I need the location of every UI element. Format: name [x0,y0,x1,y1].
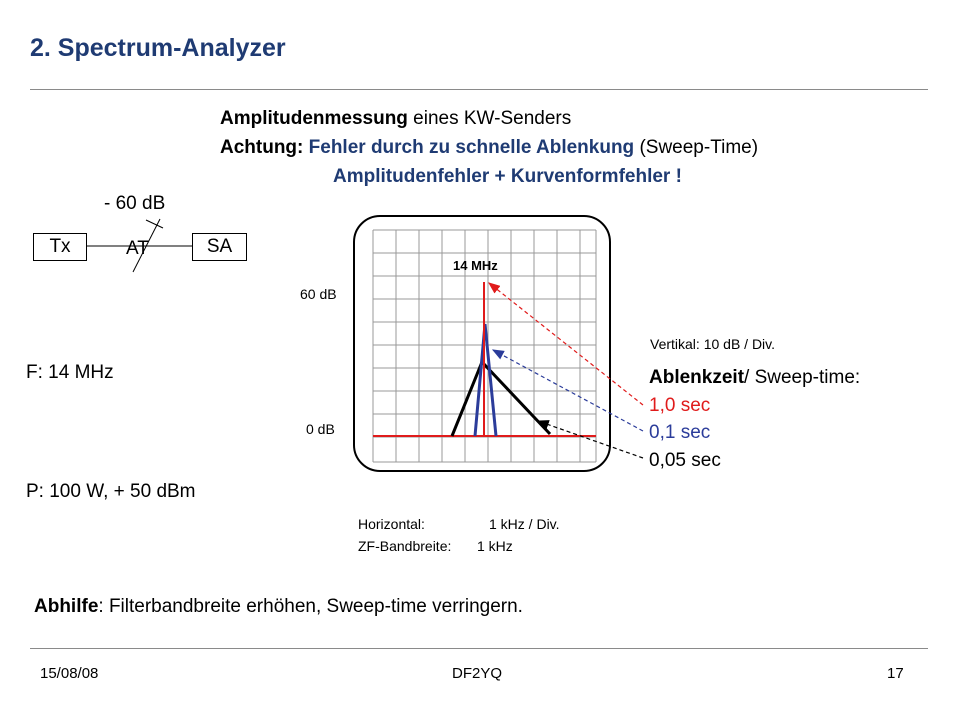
remedy-rest: : Filterbandbreite erhöhen, Sweep-time verringern. [98,596,523,617]
footer-divider [30,648,928,649]
heading-warning-error: Fehler durch zu schnelle Ablenkung [303,137,635,158]
bandwidth-label: ZF-Bandbreite: [358,538,452,554]
sweep-label [649,367,860,389]
attenuator-tick [146,220,163,228]
sweep-label-rest: / Sweep-time: [744,367,861,388]
remedy-bold: Abhilfe [34,596,99,617]
footer-author: DF2YQ [452,665,503,682]
tx-box: Tx [33,233,87,261]
heading-warning: Achtung: [220,137,304,158]
level-bottom-label: 0 dB [306,421,335,437]
sweep-value-3: 0,05 sec [649,450,721,471]
sweep-value-1: 1,0 sec [649,395,711,416]
heading-measurement-rest: eines KW-Senders [407,108,572,129]
sweep-label-bold: Ablenkzeit [649,367,745,388]
footer-date: 15/08/08 [40,665,99,682]
vertical-scale-label: Vertikal: 10 dB / Div. [650,336,776,352]
level-top-label: 60 dB [300,286,337,302]
heading-warning-rest: (Sweep-Time) [634,137,759,158]
frequency-marker-label: 14 MHz [453,258,498,273]
horizontal-label: Horizontal: [358,516,425,532]
power-label: P: 100 W, + 50 dBm [26,481,196,502]
attenuator-label: AT [126,238,149,259]
remedy-text [34,596,523,618]
heading-line-3: Amplitudenfehler + Kurvenformfehler ! [333,166,682,187]
bandwidth-value: 1 kHz [477,538,513,554]
footer-page-number: 17 [887,665,904,682]
page-title: 2. Spectrum-Analyzer [30,34,286,62]
horizontal-value: 1 kHz / Div. [489,516,560,532]
heading-measurement: Amplitudenmessung [220,108,408,129]
frequency-label: F: 14 MHz [26,362,114,383]
attenuation-label: - 60 dB [104,193,166,214]
sa-box: SA [192,233,247,261]
sweep-value-2: 0,1 sec [649,422,711,443]
